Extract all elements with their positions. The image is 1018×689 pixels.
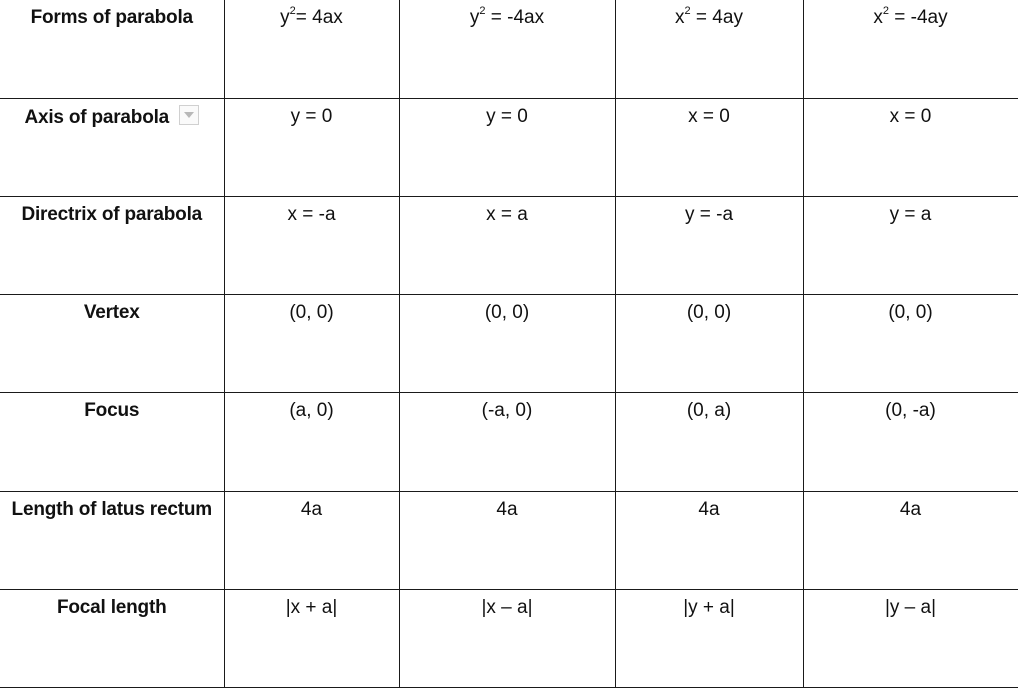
focal-cell-4: |y – a| xyxy=(803,589,1018,687)
form-rest: = -4ax xyxy=(485,7,545,28)
row-header-forms: Forms of parabola xyxy=(0,0,224,98)
axis-cell-1: y = 0 xyxy=(224,98,399,196)
focus-cell-1: (a, 0) xyxy=(224,393,399,491)
focus-cell-2: (-a, 0) xyxy=(399,393,615,491)
form-rest: = 4ax xyxy=(295,7,343,28)
row-header-latus-rectum: Length of latus rectum xyxy=(0,491,224,589)
directrix-cell-1: x = -a xyxy=(224,196,399,294)
focal-cell-3: |y + a| xyxy=(615,589,803,687)
axis-cell-2: y = 0 xyxy=(399,98,615,196)
focus-cell-3: (0, a) xyxy=(615,393,803,491)
form-cell-4 xyxy=(803,0,1018,98)
table-row-directrix xyxy=(0,196,1018,294)
form-cell-2 xyxy=(399,0,615,98)
form-exponent: 2 xyxy=(684,4,691,17)
focus-cell-4: (0, -a) xyxy=(803,393,1018,491)
row-header-axis-label: Axis of parabola xyxy=(24,106,170,128)
form-exponent: 2 xyxy=(479,4,486,17)
table-row-focal-length xyxy=(0,589,1018,687)
row-header-axis xyxy=(0,98,224,196)
latus-cell-4: 4a xyxy=(803,491,1018,589)
form-base: y xyxy=(280,7,290,28)
axis-cell-3: x = 0 xyxy=(615,98,803,196)
vertex-cell-3: (0, 0) xyxy=(615,295,803,393)
row-header-focal-length: Focal length xyxy=(0,589,224,687)
vertex-cell-1: (0, 0) xyxy=(224,295,399,393)
directrix-cell-4: y = a xyxy=(803,196,1018,294)
row-header-directrix: Directrix of parabola xyxy=(0,196,224,294)
form-cell-3 xyxy=(615,0,803,98)
form-exponent: 2 xyxy=(882,4,889,17)
form-rest: = -4ay xyxy=(889,7,948,28)
form-base: x xyxy=(873,7,883,28)
form-cell-1 xyxy=(224,0,399,98)
vertex-cell-4: (0, 0) xyxy=(803,295,1018,393)
row-header-vertex: Vertex xyxy=(0,295,224,393)
table-row-forms xyxy=(0,0,1018,98)
form-rest: = 4ay xyxy=(690,7,743,28)
directrix-cell-3: y = -a xyxy=(615,196,803,294)
latus-cell-2: 4a xyxy=(399,491,615,589)
directrix-cell-2: x = a xyxy=(399,196,615,294)
focal-cell-2: |x – a| xyxy=(399,589,615,687)
form-base: y xyxy=(469,7,480,28)
axis-cell-4: x = 0 xyxy=(803,98,1018,196)
latus-cell-1: 4a xyxy=(224,491,399,589)
table-row-focus xyxy=(0,393,1018,491)
table-row-vertex xyxy=(0,295,1018,393)
dropdown-arrow-icon[interactable] xyxy=(179,105,199,125)
table-row-axis xyxy=(0,98,1018,196)
vertex-cell-2: (0, 0) xyxy=(399,295,615,393)
row-header-focus: Focus xyxy=(0,393,224,491)
table-row-latus-rectum xyxy=(0,491,1018,589)
latus-cell-3: 4a xyxy=(615,491,803,589)
form-exponent: 2 xyxy=(289,4,296,17)
focal-cell-1: |x + a| xyxy=(224,589,399,687)
form-base: x xyxy=(675,7,685,28)
